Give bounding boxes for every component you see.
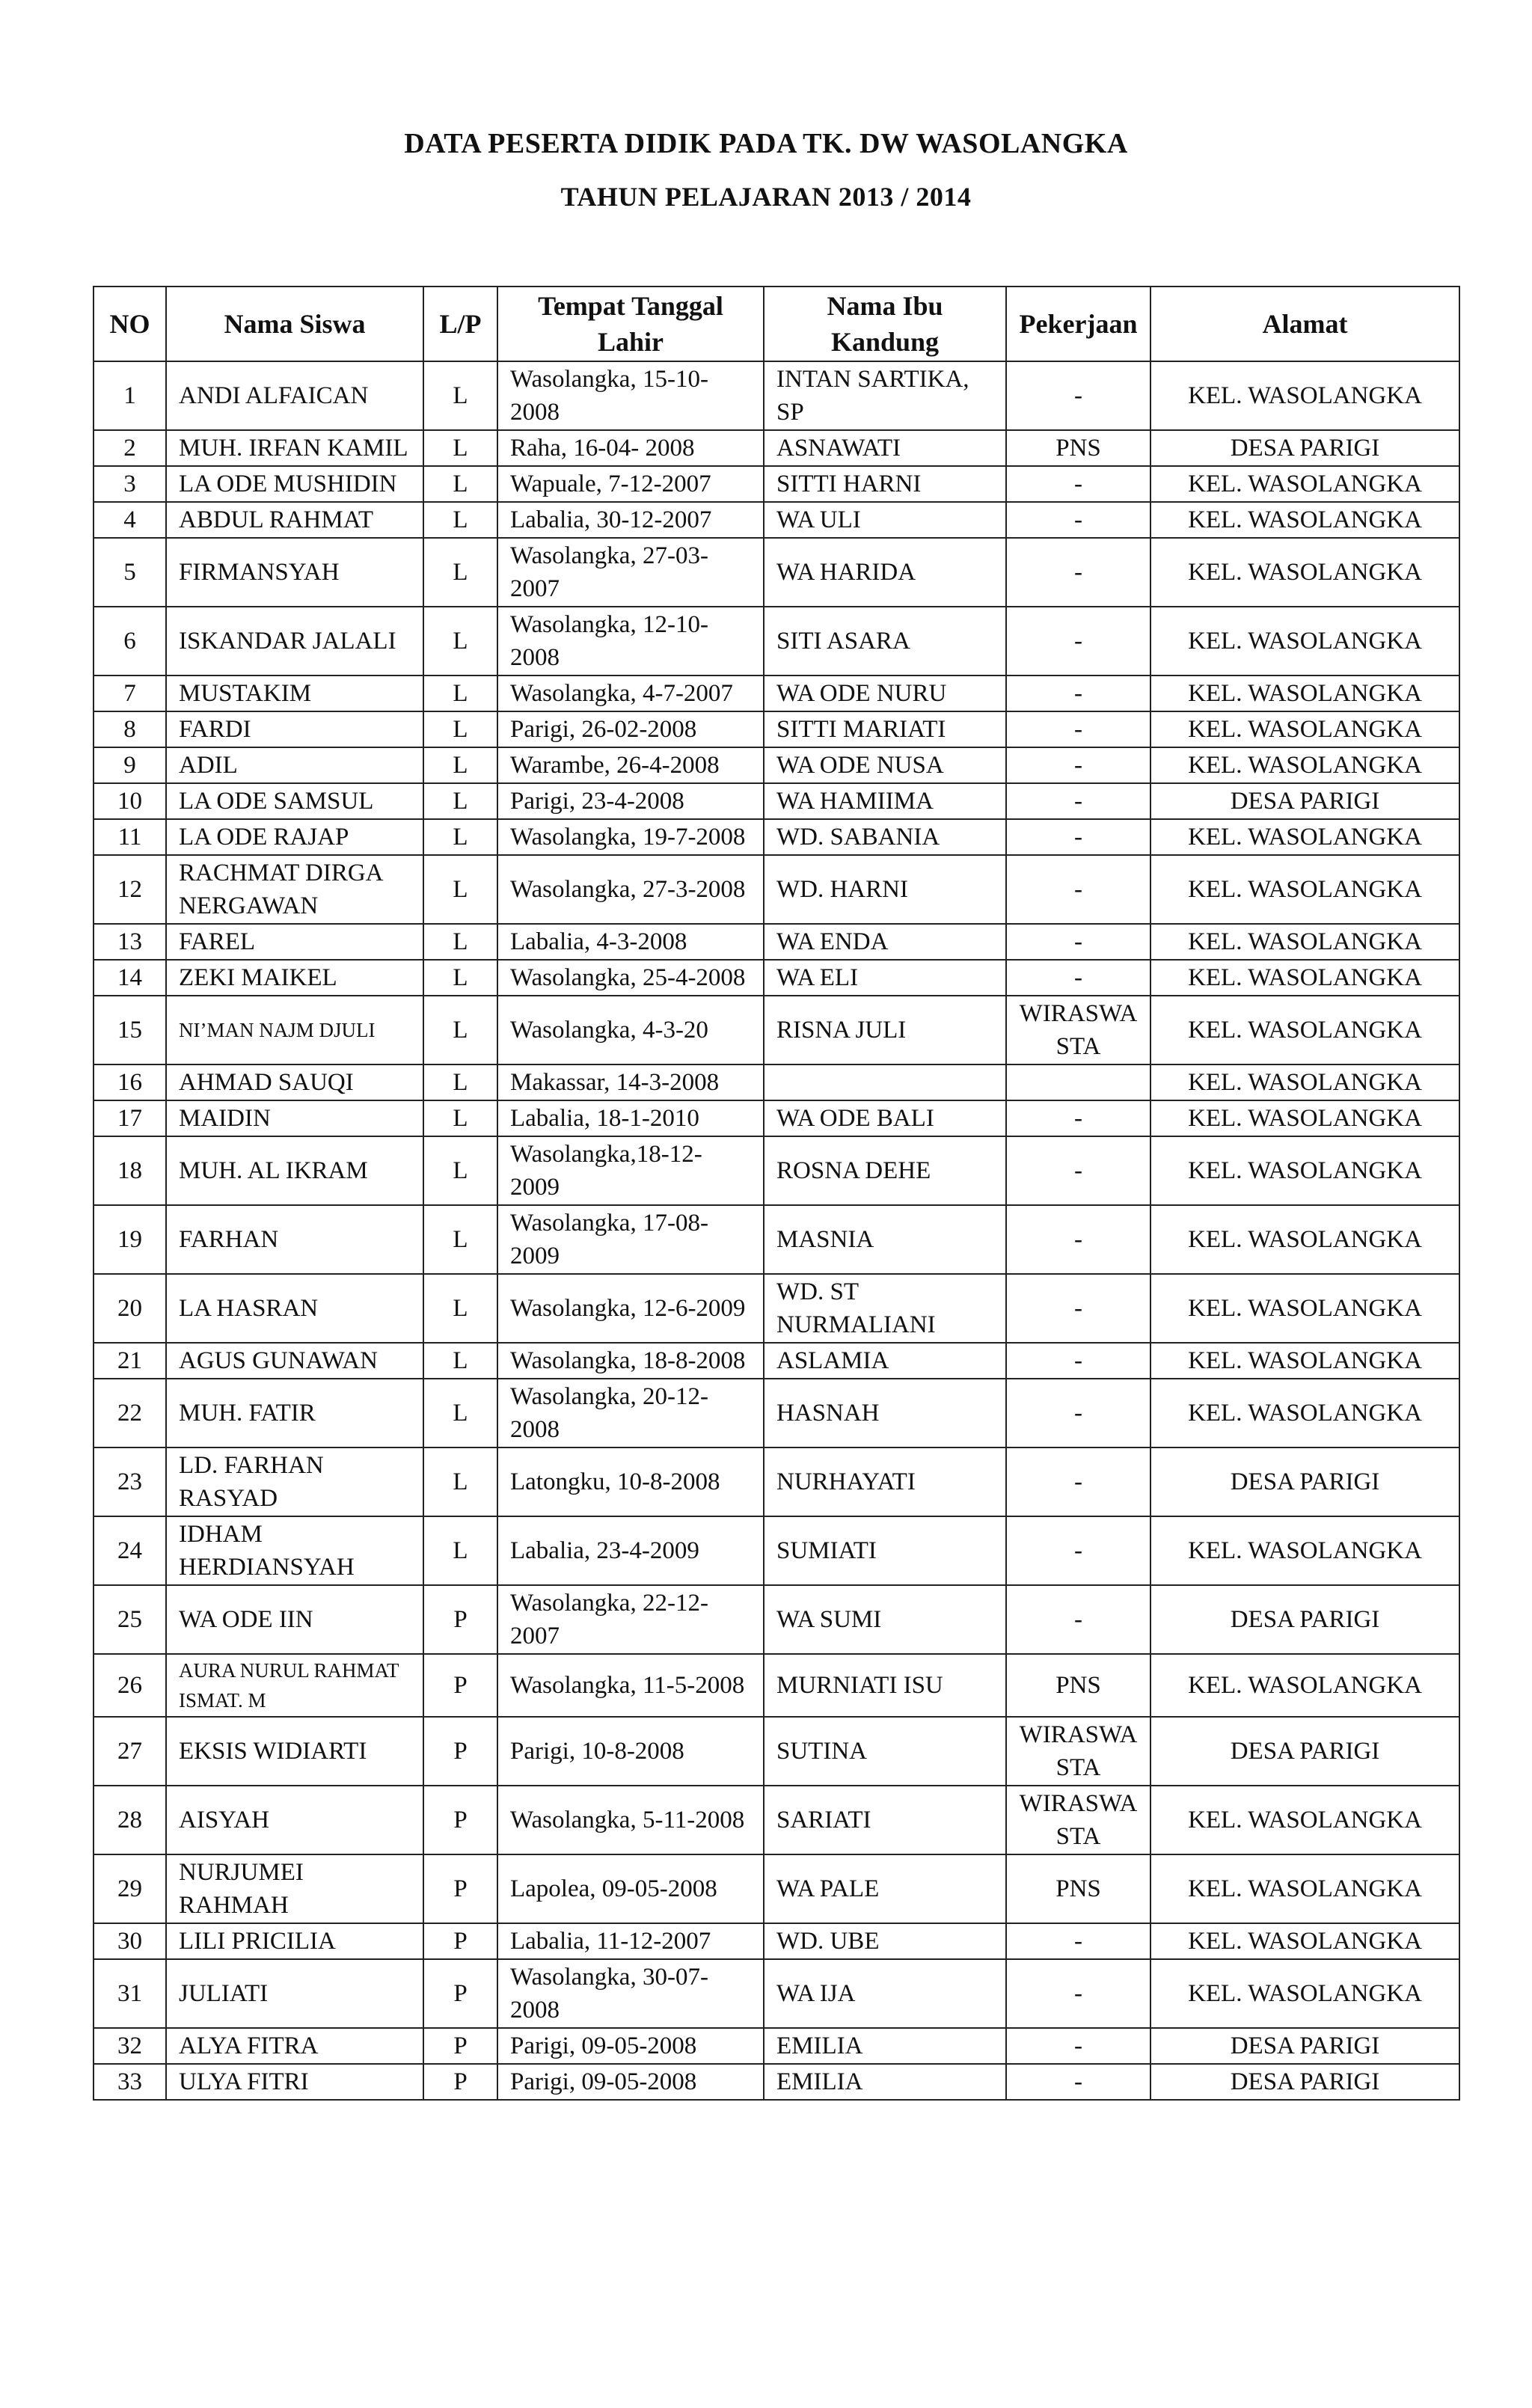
- cell-lp: L: [423, 430, 497, 466]
- table-row: [94, 855, 1459, 924]
- cell-no: 26: [94, 1654, 166, 1717]
- cell-alamat: KEL. WASOLANGKA: [1150, 747, 1459, 783]
- cell-nama-siswa: FARHAN: [166, 1205, 423, 1274]
- cell-pekerjaan: -: [1006, 1516, 1150, 1585]
- cell-pekerjaan: WIRASWA STA: [1006, 996, 1150, 1064]
- cell-pekerjaan: -: [1006, 466, 1150, 502]
- cell-alamat: KEL. WASOLANGKA: [1150, 711, 1459, 747]
- cell-pekerjaan: -: [1006, 2064, 1150, 2100]
- cell-lp: P: [423, 1585, 497, 1654]
- cell-pekerjaan: -: [1006, 1379, 1150, 1447]
- cell-tempat-tanggal-lahir: Wasolangka, 22-12-2007: [497, 1585, 764, 1654]
- cell-pekerjaan: -: [1006, 361, 1150, 430]
- cell-tempat-tanggal-lahir: Parigi, 10-8-2008: [497, 1717, 764, 1786]
- cell-no: 27: [94, 1717, 166, 1786]
- cell-nama-ibu: ROSNA DEHE: [764, 1136, 1006, 1205]
- cell-pekerjaan: -: [1006, 1136, 1150, 1205]
- cell-alamat: KEL. WASOLANGKA: [1150, 1786, 1459, 1854]
- cell-tempat-tanggal-lahir: Wasolangka, 18-8-2008: [497, 1343, 764, 1379]
- cell-nama-ibu: SUMIATI: [764, 1516, 1006, 1585]
- cell-tempat-tanggal-lahir: Raha, 16-04- 2008: [497, 430, 764, 466]
- cell-no: 17: [94, 1100, 166, 1136]
- cell-tempat-tanggal-lahir: Wasolangka, 11-5-2008: [497, 1654, 764, 1717]
- cell-tempat-tanggal-lahir: Wasolangka, 12-6-2009: [497, 1274, 764, 1343]
- cell-alamat: KEL. WASOLANGKA: [1150, 1064, 1459, 1100]
- cell-alamat: KEL. WASOLANGKA: [1150, 819, 1459, 855]
- cell-nama-ibu: SITTI MARIATI: [764, 711, 1006, 747]
- table-row: [94, 1100, 1459, 1136]
- cell-alamat: KEL. WASOLANGKA: [1150, 1516, 1459, 1585]
- cell-tempat-tanggal-lahir: Wasolangka, 19-7-2008: [497, 819, 764, 855]
- cell-lp: P: [423, 1786, 497, 1854]
- cell-pekerjaan: -: [1006, 502, 1150, 538]
- cell-nama-ibu: ASNAWATI: [764, 430, 1006, 466]
- cell-nama-siswa: LA ODE RAJAP: [166, 819, 423, 855]
- cell-nama-ibu: WD. SABANIA: [764, 819, 1006, 855]
- table-row: [94, 1717, 1459, 1786]
- cell-no: 11: [94, 819, 166, 855]
- table-row: [94, 538, 1459, 607]
- cell-no: 2: [94, 430, 166, 466]
- table-row: [94, 1343, 1459, 1379]
- document-title: DATA PESERTA DIDIK PADA TK. DW WASOLANGKA: [404, 128, 1128, 159]
- cell-alamat: KEL. WASOLANGKA: [1150, 675, 1459, 711]
- cell-alamat: KEL. WASOLANGKA: [1150, 607, 1459, 675]
- cell-pekerjaan: -: [1006, 711, 1150, 747]
- cell-nama-siswa: AHMAD SAUQI: [166, 1064, 423, 1100]
- cell-nama-ibu: SUTINA: [764, 1717, 1006, 1786]
- cell-no: 7: [94, 675, 166, 711]
- cell-lp: L: [423, 1379, 497, 1447]
- cell-no: 3: [94, 466, 166, 502]
- cell-alamat: KEL. WASOLANGKA: [1150, 1379, 1459, 1447]
- table-header-row: [94, 287, 1459, 361]
- table-row: [94, 675, 1459, 711]
- table-row: [94, 502, 1459, 538]
- cell-no: 13: [94, 924, 166, 960]
- cell-pekerjaan: [1006, 1064, 1150, 1100]
- cell-tempat-tanggal-lahir: Labalia, 30-12-2007: [497, 502, 764, 538]
- cell-nama-siswa: EKSIS WIDIARTI: [166, 1717, 423, 1786]
- header-nama-ibu: Nama Ibu Kandung: [764, 287, 1006, 361]
- cell-pekerjaan: -: [1006, 819, 1150, 855]
- cell-nama-ibu: SITTI HARNI: [764, 466, 1006, 502]
- cell-no: 23: [94, 1447, 166, 1516]
- cell-tempat-tanggal-lahir: Labalia, 11-12-2007: [497, 1923, 764, 1959]
- cell-alamat: KEL. WASOLANGKA: [1150, 466, 1459, 502]
- cell-lp: L: [423, 538, 497, 607]
- cell-lp: P: [423, 2028, 497, 2064]
- cell-no: 18: [94, 1136, 166, 1205]
- table-row: [94, 1064, 1459, 1100]
- cell-pekerjaan: -: [1006, 855, 1150, 924]
- cell-tempat-tanggal-lahir: Parigi, 09-05-2008: [497, 2064, 764, 2100]
- cell-pekerjaan: -: [1006, 1585, 1150, 1654]
- cell-pekerjaan: -: [1006, 960, 1150, 996]
- cell-alamat: KEL. WASOLANGKA: [1150, 996, 1459, 1064]
- cell-no: 29: [94, 1854, 166, 1923]
- cell-nama-ibu: WA IJA: [764, 1959, 1006, 2028]
- cell-nama-siswa: MUH. IRFAN KAMIL: [166, 430, 423, 466]
- cell-nama-ibu: RISNA JULI: [764, 996, 1006, 1064]
- cell-alamat: KEL. WASOLANGKA: [1150, 1205, 1459, 1274]
- student-table: [93, 286, 1460, 2101]
- cell-tempat-tanggal-lahir: Wasolangka, 4-3-20: [497, 996, 764, 1064]
- cell-nama-siswa: MUSTAKIM: [166, 675, 423, 711]
- cell-nama-siswa: NURJUMEI RAHMAH: [166, 1854, 423, 1923]
- cell-nama-siswa: LA ODE SAMSUL: [166, 783, 423, 819]
- cell-pekerjaan: -: [1006, 1205, 1150, 1274]
- cell-lp: L: [423, 1064, 497, 1100]
- cell-nama-ibu: WA HAMIIMA: [764, 783, 1006, 819]
- cell-alamat: KEL. WASOLANGKA: [1150, 855, 1459, 924]
- cell-nama-siswa: RACHMAT DIRGA NERGAWAN: [166, 855, 423, 924]
- cell-tempat-tanggal-lahir: Wasolangka, 25-4-2008: [497, 960, 764, 996]
- cell-nama-ibu: NURHAYATI: [764, 1447, 1006, 1516]
- cell-alamat: DESA PARIGI: [1150, 2064, 1459, 2100]
- cell-no: 5: [94, 538, 166, 607]
- cell-nama-siswa: ABDUL RAHMAT: [166, 502, 423, 538]
- cell-alamat: KEL. WASOLANGKA: [1150, 361, 1459, 430]
- cell-nama-ibu: WA ODE NUSA: [764, 747, 1006, 783]
- cell-nama-ibu: SITI ASARA: [764, 607, 1006, 675]
- cell-lp: L: [423, 855, 497, 924]
- cell-nama-ibu: WA ULI: [764, 502, 1006, 538]
- cell-nama-siswa: AURA NURUL RAHMAT ISMAT. M: [166, 1654, 423, 1717]
- cell-nama-siswa: ZEKI MAIKEL: [166, 960, 423, 996]
- cell-tempat-tanggal-lahir: Wasolangka, 12-10-2008: [497, 607, 764, 675]
- cell-tempat-tanggal-lahir: Wasolangka, 17-08-2009: [497, 1205, 764, 1274]
- cell-tempat-tanggal-lahir: Latongku, 10-8-2008: [497, 1447, 764, 1516]
- cell-lp: L: [423, 361, 497, 430]
- cell-tempat-tanggal-lahir: Labalia, 23-4-2009: [497, 1516, 764, 1585]
- cell-nama-siswa: LD. FARHAN RASYAD: [166, 1447, 423, 1516]
- cell-nama-siswa: AISYAH: [166, 1786, 423, 1854]
- cell-alamat: KEL. WASOLANGKA: [1150, 924, 1459, 960]
- table-row: [94, 1959, 1459, 2028]
- cell-pekerjaan: -: [1006, 538, 1150, 607]
- cell-pekerjaan: -: [1006, 1343, 1150, 1379]
- cell-no: 19: [94, 1205, 166, 1274]
- cell-lp: L: [423, 466, 497, 502]
- cell-nama-ibu: WD. UBE: [764, 1923, 1006, 1959]
- cell-pekerjaan: -: [1006, 1274, 1150, 1343]
- table-row: [94, 924, 1459, 960]
- table-row: [94, 2064, 1459, 2100]
- cell-lp: P: [423, 1854, 497, 1923]
- cell-tempat-tanggal-lahir: Labalia, 18-1-2010: [497, 1100, 764, 1136]
- table-row: [94, 1516, 1459, 1585]
- cell-nama-ibu: WA ODE NURU: [764, 675, 1006, 711]
- cell-tempat-tanggal-lahir: Wasolangka, 5-11-2008: [497, 1786, 764, 1854]
- cell-nama-siswa: MUH. AL IKRAM: [166, 1136, 423, 1205]
- header-no: NO: [94, 287, 166, 361]
- cell-alamat: KEL. WASOLANGKA: [1150, 502, 1459, 538]
- cell-no: 6: [94, 607, 166, 675]
- cell-nama-ibu: WA ELI: [764, 960, 1006, 996]
- cell-nama-ibu: WA ENDA: [764, 924, 1006, 960]
- cell-pekerjaan: PNS: [1006, 1854, 1150, 1923]
- cell-lp: L: [423, 960, 497, 996]
- cell-no: 4: [94, 502, 166, 538]
- table-row: [94, 466, 1459, 502]
- table-row: [94, 819, 1459, 855]
- table-row: [94, 1923, 1459, 1959]
- cell-nama-siswa: AGUS GUNAWAN: [166, 1343, 423, 1379]
- table-row: [94, 1205, 1459, 1274]
- cell-pekerjaan: -: [1006, 1959, 1150, 2028]
- cell-tempat-tanggal-lahir: Parigi, 23-4-2008: [497, 783, 764, 819]
- cell-alamat: KEL. WASOLANGKA: [1150, 1136, 1459, 1205]
- cell-pekerjaan: -: [1006, 1100, 1150, 1136]
- table-row: [94, 960, 1459, 996]
- header-tempat-tanggal-lahir: Tempat Tanggal Lahir: [497, 287, 764, 361]
- cell-nama-siswa: MAIDIN: [166, 1100, 423, 1136]
- cell-pekerjaan: -: [1006, 747, 1150, 783]
- cell-nama-siswa: FIRMANSYAH: [166, 538, 423, 607]
- table-row: [94, 2028, 1459, 2064]
- cell-tempat-tanggal-lahir: Warambe, 26-4-2008: [497, 747, 764, 783]
- cell-pekerjaan: PNS: [1006, 1654, 1150, 1717]
- cell-no: 22: [94, 1379, 166, 1447]
- cell-nama-siswa: ALYA FITRA: [166, 2028, 423, 2064]
- cell-alamat: DESA PARIGI: [1150, 430, 1459, 466]
- cell-lp: P: [423, 1717, 497, 1786]
- cell-lp: L: [423, 1516, 497, 1585]
- cell-nama-siswa: ULYA FITRI: [166, 2064, 423, 2100]
- header-pekerjaan: Pekerjaan: [1006, 287, 1150, 361]
- table-row: [94, 1654, 1459, 1717]
- cell-tempat-tanggal-lahir: Wasolangka, 15-10-2008: [497, 361, 764, 430]
- cell-tempat-tanggal-lahir: Wasolangka, 30-07-2008: [497, 1959, 764, 2028]
- cell-lp: L: [423, 747, 497, 783]
- cell-nama-siswa: ISKANDAR JALALI: [166, 607, 423, 675]
- cell-no: 28: [94, 1786, 166, 1854]
- cell-no: 1: [94, 361, 166, 430]
- table-row: [94, 1786, 1459, 1854]
- cell-lp: L: [423, 783, 497, 819]
- cell-nama-ibu: SARIATI: [764, 1786, 1006, 1854]
- cell-nama-ibu: WD. HARNI: [764, 855, 1006, 924]
- cell-no: 8: [94, 711, 166, 747]
- cell-alamat: KEL. WASOLANGKA: [1150, 1654, 1459, 1717]
- cell-no: 14: [94, 960, 166, 996]
- cell-no: 9: [94, 747, 166, 783]
- cell-pekerjaan: WIRASWA STA: [1006, 1786, 1150, 1854]
- cell-pekerjaan: -: [1006, 1923, 1150, 1959]
- cell-lp: P: [423, 1959, 497, 2028]
- cell-alamat: KEL. WASOLANGKA: [1150, 1854, 1459, 1923]
- cell-pekerjaan: PNS: [1006, 430, 1150, 466]
- cell-lp: L: [423, 675, 497, 711]
- cell-nama-ibu: MURNIATI ISU: [764, 1654, 1006, 1717]
- cell-alamat: KEL. WASOLANGKA: [1150, 1923, 1459, 1959]
- cell-alamat: KEL. WASOLANGKA: [1150, 1959, 1459, 2028]
- cell-nama-ibu: WA SUMI: [764, 1585, 1006, 1654]
- cell-nama-ibu: INTAN SARTIKA, SP: [764, 361, 1006, 430]
- cell-nama-ibu: MASNIA: [764, 1205, 1006, 1274]
- cell-nama-ibu: EMILIA: [764, 2028, 1006, 2064]
- cell-lp: L: [423, 1343, 497, 1379]
- cell-no: 21: [94, 1343, 166, 1379]
- cell-no: 24: [94, 1516, 166, 1585]
- cell-alamat: KEL. WASOLANGKA: [1150, 538, 1459, 607]
- cell-pekerjaan: WIRASWA STA: [1006, 1717, 1150, 1786]
- table-row: [94, 996, 1459, 1064]
- table-row: [94, 1585, 1459, 1654]
- cell-lp: L: [423, 819, 497, 855]
- cell-no: 10: [94, 783, 166, 819]
- cell-lp: L: [423, 711, 497, 747]
- cell-nama-siswa: NI’MAN NAJM DJULI: [166, 996, 423, 1064]
- cell-tempat-tanggal-lahir: Makassar, 14-3-2008: [497, 1064, 764, 1100]
- cell-no: 25: [94, 1585, 166, 1654]
- cell-nama-ibu: WA HARIDA: [764, 538, 1006, 607]
- header-alamat: Alamat: [1150, 287, 1459, 361]
- cell-alamat: DESA PARIGI: [1150, 1585, 1459, 1654]
- header-lp: L/P: [423, 287, 497, 361]
- cell-alamat: KEL. WASOLANGKA: [1150, 1343, 1459, 1379]
- table-row: [94, 430, 1459, 466]
- cell-alamat: DESA PARIGI: [1150, 2028, 1459, 2064]
- cell-pekerjaan: -: [1006, 1447, 1150, 1516]
- cell-lp: L: [423, 996, 497, 1064]
- cell-no: 31: [94, 1959, 166, 2028]
- cell-tempat-tanggal-lahir: Wapuale, 7-12-2007: [497, 466, 764, 502]
- cell-nama-siswa: IDHAM HERDIANSYAH: [166, 1516, 423, 1585]
- cell-nama-ibu: [764, 1064, 1006, 1100]
- cell-lp: P: [423, 2064, 497, 2100]
- cell-no: 15: [94, 996, 166, 1064]
- cell-tempat-tanggal-lahir: Wasolangka,18-12-2009: [497, 1136, 764, 1205]
- cell-pekerjaan: -: [1006, 675, 1150, 711]
- table-row: [94, 1447, 1459, 1516]
- table-row: [94, 1854, 1459, 1923]
- cell-lp: L: [423, 502, 497, 538]
- cell-nama-ibu: EMILIA: [764, 2064, 1006, 2100]
- cell-tempat-tanggal-lahir: Lapolea, 09-05-2008: [497, 1854, 764, 1923]
- cell-lp: L: [423, 924, 497, 960]
- cell-pekerjaan: -: [1006, 607, 1150, 675]
- table-row: [94, 783, 1459, 819]
- cell-lp: L: [423, 1100, 497, 1136]
- cell-alamat: DESA PARIGI: [1150, 783, 1459, 819]
- cell-nama-siswa: LA HASRAN: [166, 1274, 423, 1343]
- cell-lp: P: [423, 1654, 497, 1717]
- cell-nama-siswa: WA ODE IIN: [166, 1585, 423, 1654]
- cell-nama-siswa: JULIATI: [166, 1959, 423, 2028]
- table-row: [94, 711, 1459, 747]
- table-row: [94, 1274, 1459, 1343]
- cell-nama-ibu: WA ODE BALI: [764, 1100, 1006, 1136]
- cell-nama-siswa: FAREL: [166, 924, 423, 960]
- cell-nama-siswa: FARDI: [166, 711, 423, 747]
- cell-pekerjaan: -: [1006, 2028, 1150, 2064]
- table-row: [94, 1379, 1459, 1447]
- cell-alamat: KEL. WASOLANGKA: [1150, 960, 1459, 996]
- cell-no: 32: [94, 2028, 166, 2064]
- cell-nama-ibu: HASNAH: [764, 1379, 1006, 1447]
- cell-pekerjaan: -: [1006, 783, 1150, 819]
- cell-nama-ibu: ASLAMIA: [764, 1343, 1006, 1379]
- cell-alamat: KEL. WASOLANGKA: [1150, 1100, 1459, 1136]
- cell-alamat: DESA PARIGI: [1150, 1447, 1459, 1516]
- cell-lp: L: [423, 1447, 497, 1516]
- cell-pekerjaan: -: [1006, 924, 1150, 960]
- cell-lp: L: [423, 1136, 497, 1205]
- table-row: [94, 747, 1459, 783]
- cell-nama-siswa: ANDI ALFAICAN: [166, 361, 423, 430]
- cell-tempat-tanggal-lahir: Parigi, 09-05-2008: [497, 2028, 764, 2064]
- document-subtitle: TAHUN PELAJARAN 2013 / 2014: [560, 182, 972, 212]
- table-row: [94, 361, 1459, 430]
- cell-alamat: DESA PARIGI: [1150, 1717, 1459, 1786]
- cell-no: 16: [94, 1064, 166, 1100]
- cell-no: 33: [94, 2064, 166, 2100]
- cell-nama-siswa: LILI PRICILIA: [166, 1923, 423, 1959]
- header-nama-siswa: Nama Siswa: [166, 287, 423, 361]
- cell-tempat-tanggal-lahir: Parigi, 26-02-2008: [497, 711, 764, 747]
- cell-nama-ibu: WA PALE: [764, 1854, 1006, 1923]
- cell-no: 30: [94, 1923, 166, 1959]
- cell-alamat: KEL. WASOLANGKA: [1150, 1274, 1459, 1343]
- table-row: [94, 607, 1459, 675]
- table-body: [94, 361, 1459, 2100]
- cell-nama-siswa: MUH. FATIR: [166, 1379, 423, 1447]
- cell-nama-siswa: LA ODE MUSHIDIN: [166, 466, 423, 502]
- cell-tempat-tanggal-lahir: Labalia, 4-3-2008: [497, 924, 764, 960]
- cell-tempat-tanggal-lahir: Wasolangka, 4-7-2007: [497, 675, 764, 711]
- cell-tempat-tanggal-lahir: Wasolangka, 27-3-2008: [497, 855, 764, 924]
- cell-tempat-tanggal-lahir: Wasolangka, 20-12-2008: [497, 1379, 764, 1447]
- cell-nama-siswa: ADIL: [166, 747, 423, 783]
- cell-lp: L: [423, 1205, 497, 1274]
- cell-no: 20: [94, 1274, 166, 1343]
- cell-no: 12: [94, 855, 166, 924]
- cell-nama-ibu: WD. ST NURMALIANI: [764, 1274, 1006, 1343]
- cell-lp: L: [423, 607, 497, 675]
- cell-lp: L: [423, 1274, 497, 1343]
- cell-lp: P: [423, 1923, 497, 1959]
- table-row: [94, 1136, 1459, 1205]
- cell-tempat-tanggal-lahir: Wasolangka, 27-03-2007: [497, 538, 764, 607]
